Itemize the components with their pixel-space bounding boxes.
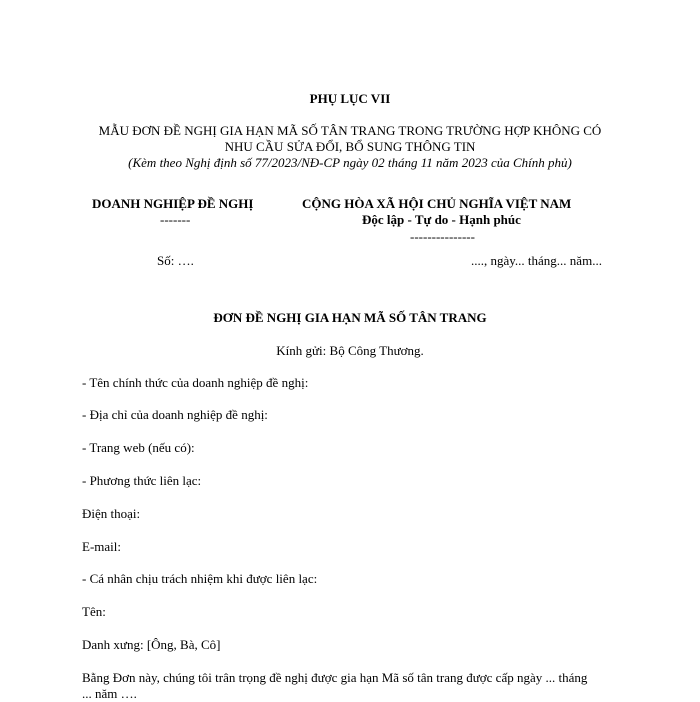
- field-company-address: - Địa chỉ của doanh nghiệp đề nghị:: [82, 407, 268, 422]
- document-number: Số: ….: [157, 253, 194, 268]
- closing-paragraph-line2: ... năm ….: [82, 686, 137, 701]
- appendix-subtitle-line2: NHU CẦU SỬA ĐỔI, BỔ SUNG THÔNG TIN: [224, 139, 476, 154]
- field-person-name: Tên:: [82, 604, 106, 619]
- form-recipient: Kính gửi: Bộ Công Thương.: [276, 343, 424, 358]
- appendix-title: PHỤ LỤC VII: [309, 91, 391, 106]
- appendix-note: (Kèm theo Nghị định số 77/2023/NĐ-CP ngày 02 tháng 11 năm 2023 của Chính phủ): [128, 155, 572, 170]
- issuing-organization: DOANH NGHIỆP ĐỀ NGHỊ: [92, 196, 254, 211]
- closing-paragraph-line1: Bằng Đơn này, chúng tôi trân trọng đề nghị được gia hạn Mã số tân trang được cấp ngày ... tháng: [82, 670, 588, 685]
- left-header-rule: -------: [160, 212, 191, 227]
- field-email: E-mail:: [82, 539, 121, 554]
- field-phone: Điện thoại:: [82, 506, 141, 521]
- nation-name: CỘNG HÒA XÃ HỘI CHỦ NGHĨA VIỆT NAM: [302, 196, 572, 211]
- field-person-title: Danh xưng: [Ông, Bà, Cô]: [82, 637, 221, 652]
- right-header-rule: ---------------: [410, 229, 475, 244]
- nation-motto: Độc lập - Tự do - Hạnh phúc: [362, 212, 521, 227]
- field-contact-person: - Cá nhân chịu trách nhiệm khi được liên lạc:: [82, 571, 318, 586]
- field-contact-method: - Phương thức liên lạc:: [82, 473, 202, 488]
- form-title: ĐƠN ĐỀ NGHỊ GIA HẠN MÃ SỐ TÂN TRANG: [213, 310, 487, 325]
- field-company-name: - Tên chính thức của doanh nghiệp đề nghị:: [82, 375, 309, 390]
- field-website: - Trang web (nếu có):: [82, 440, 195, 455]
- document-date: ...., ngày... tháng... năm...: [471, 253, 602, 268]
- appendix-subtitle-line1: MẪU ĐƠN ĐỀ NGHỊ GIA HẠN MÃ SỐ TÂN TRANG TRONG TRƯỜNG HỢP KHÔNG CÓ: [98, 123, 602, 138]
